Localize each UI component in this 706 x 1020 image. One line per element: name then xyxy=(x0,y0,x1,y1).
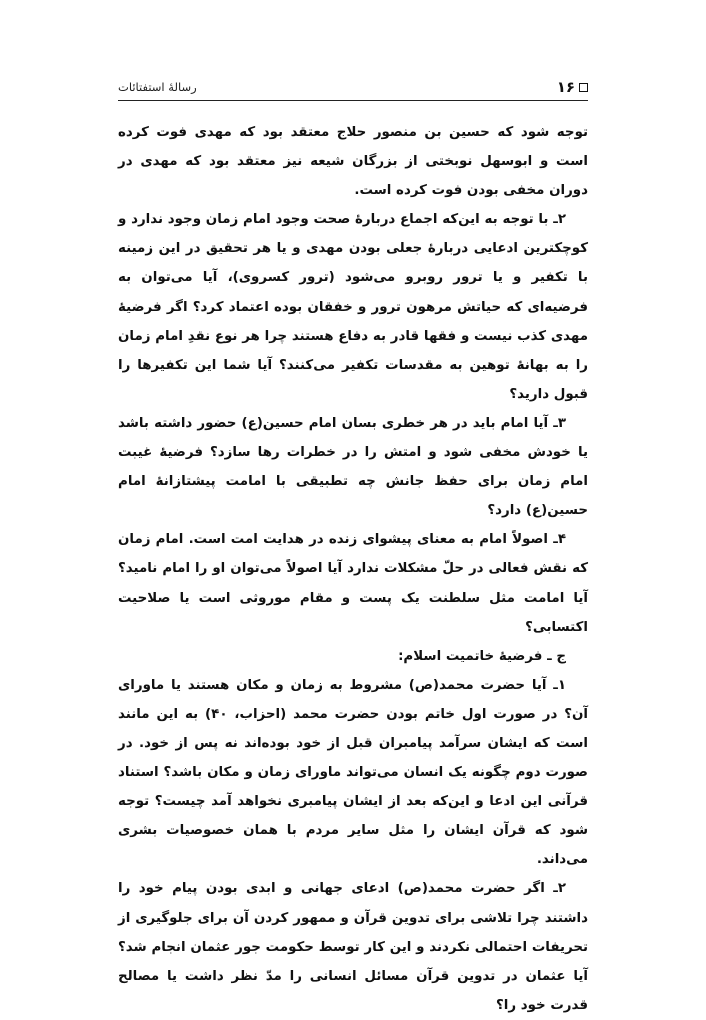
paragraph-1: توجه شود که حسین بن منصور حلاج معتقد بود که مهدی فوت کرده است و ابوسهل نوبختی از بزرگان شیعه نیز معتقد بود که مهدی در دوران مخفی بودن فوت کرده است. xyxy=(118,125,588,199)
running-title: رسالهٔ استفتائات xyxy=(118,80,197,94)
paragraph-6: ۲ـ اگر حضرت محمد(ص) ادعای جهانی و ابدی بودن پیام خود را داشتند چرا تلاشی برای تدوین قرآن و ممهور کردن آن برای جلوگیری از تحریفات احتمالی نکردند و این کار توسط حکومت جور عثمان انجام شد؟ آیا عثمان در تدوین قرآن مسائل انسانی را مدّ نظر داشت یا مصالح قدرت خود را؟ xyxy=(118,881,588,1013)
page-number-block xyxy=(557,78,588,96)
paragraph-2: ۲ـ با توجه به این‌که اجماع دربارهٔ صحت وجود امام زمان وجود ندارد و کوچکترین ادعایی دربارهٔ جعلی بودن مهدی و یا هر تحقیق در این زمینه با تکفیر و یا ترور روبرو می‌شود (ترور کسروی)، آیا می‌توان به فرضیه‌ای که حیاتش مرهون ترور و خفقان بوده اعتماد کرد؟ اگر فرضیهٔ مهدی کذب نیست و فقها قادر به دفاع هستند چرا هر نوع نقدِ امام زمان را به بهانهٔ توهین به مقدسات تکفیر می‌کنند؟ آیا شما این تکفیرها را قبول دارید؟ xyxy=(118,212,588,402)
square-bullet-icon xyxy=(579,83,588,92)
paragraph-3: ۳ـ آیا امام باید در هر خطری بسان امام حسین(ع) حضور داشته باشد یا خودش مخفی شود و امتش را در خطرات رها سازد؟ فرضیهٔ غیبت امام زمان برای حفظ جانش چه تطبیقی با امامت پیشتازانهٔ امام حسین(ع) دارد؟ xyxy=(118,415,588,519)
paragraph-4: ۴ـ اصولاً امام به معنای پیشوای زنده در هدایت امت است. امام زمان که نقش فعالی در حلّ مشکلات ندارد آیا اصولاً می‌توان او را امام نامید؟ آیا امامت مثل سلطنت یک پست و مقام موروثی است یا صلاحیت اکتسابی؟ xyxy=(118,532,588,635)
page-header xyxy=(118,78,588,101)
page-number: ۱۶ xyxy=(556,78,575,96)
paragraph-5: ۱ـ آیا حضرت محمد(ص) مشروط به زمان و مکان هستند یا ماورای آن؟ در صورت اول خاتم بودن حضرت محمد (احزاب، ۴۰) به این مانند است که ایشان سرآمد پیامبران قبل از خود بوده‌اند نه پس از خود. در صورت دوم چگونه یک انسان می‌تواند ماورای زمان و مکان باشد؟ استناد قرآنی این ادعا و این‌که بعد از ایشان پیامبری نخواهد آمد چیست؟ توجه شود که قرآن ایشان را مثل سایر مردم با همان خصوصیات بشری می‌داند. xyxy=(118,677,588,868)
body-text xyxy=(118,118,588,1020)
section-heading: ج ـ فرضیهٔ خاتمیت اسلام: xyxy=(398,648,566,664)
